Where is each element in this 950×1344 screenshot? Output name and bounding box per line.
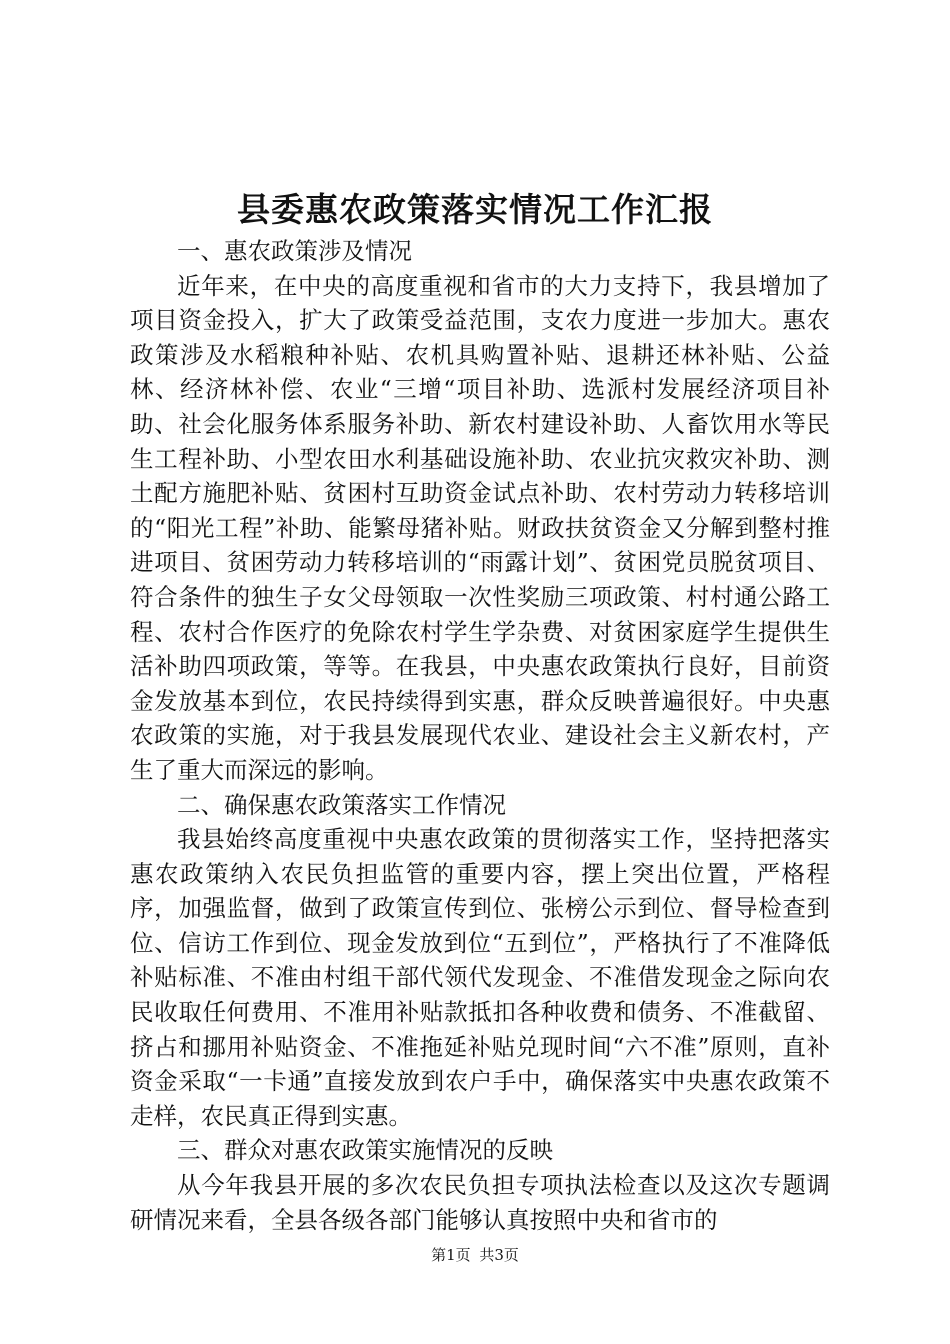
section-heading-3: 三、群众对惠农政策实施情况的反映 xyxy=(177,1136,553,1165)
section-heading-2: 二、确保惠农政策落实工作情况 xyxy=(177,790,506,819)
body-paragraph-2: 我县始终高度重视中央惠农政策的贯彻落实工作，坚持把落实惠农政策纳入农民负担监管的重要内容，摆上突出位置，严格程序，加强监督，做到了政策宣传到位、张榜公示到位、督导检查到位、信访工作到位、现金发放到位“五到位”，严格执行了不准降低补贴标准、不准由村组干部代领代发现金、不准借发现金之际向农民收取任何费用、不准用补贴款抵扣各种收费和债务、不准截留、挤占和挪用补贴资金、不准拖延补贴兑现时间“六不准”原则，直补资金采取“一卡通”直接发放到农户手中，确保落实中央惠农政策不走样，农民真正得到实惠。 xyxy=(130,825,830,1130)
page-total: 共3页 xyxy=(479,1246,519,1264)
page-number: 第1页 xyxy=(431,1246,471,1264)
document-body xyxy=(130,234,830,1237)
section-heading-1: 一、惠农政策涉及情况 xyxy=(177,237,412,265)
body-paragraph-1: 近年来，在中央的高度重视和省市的大力支持下，我县增加了项目资金投入，扩大了政策受益范围，支农力度进一步加大。惠农政策涉及水稻粮种补贴、农机具购置补贴、退耕还林补贴、公益林、经济林补偿、农业“三增“项目补助、选派村发展经济项目补助、社会化服务体系服务补助、新农村建设补助、人畜饮用水等民生工程补助、小型农田水利基础设施补助、农业抗灾救灾补助、测土配方施肥补贴、贫困村互助资金试点补助、农村劳动力转移培训的“阳光工程”补助、能繁母猪补贴。财政扶贫资金又分解到整村推进项目、贫困劳动力转移培训的“雨露计划”、贫困党员脱贫项目、符合条件的独生子女父母领取一次性奖励三项政策、村村通公路工程、农村合作医疗的免除农村学生学杂费、对贫困家庭学生提供生活补助四项政策，等等。在我县，中央惠农政策执行良好，目前资金发放基本到位，农民持续得到实惠，群众反映普遍很好。中央惠农政策的实施，对于我县发展现代农业、建设社会主义新农村，产生了重大而深远的影响。 xyxy=(130,271,830,784)
document-title: 县委惠农政策落实情况工作汇报 xyxy=(237,190,713,229)
body-paragraph-3: 从今年我县开展的多次农民负担专项执法检查以及这次专题调研情况来看，全县各级各部门能够认真按照中央和省市的 xyxy=(130,1171,830,1234)
page-footer xyxy=(0,1245,950,1265)
